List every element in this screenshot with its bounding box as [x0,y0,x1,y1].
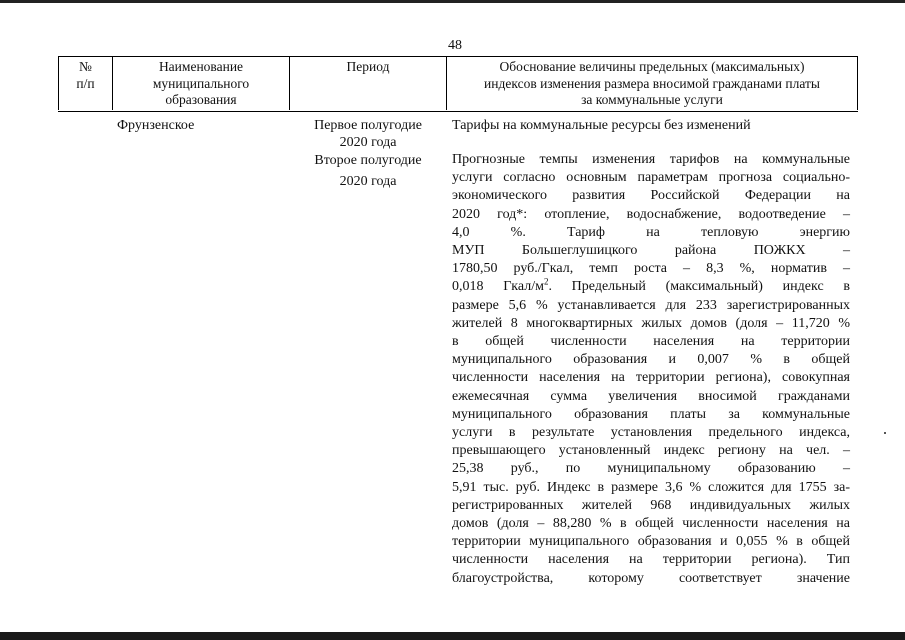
text-line: размере 5,6 % устанавливается для 233 зарегистрированных [452,297,850,313]
scan-bottom-edge [0,632,905,640]
text-line: услуги согласно основным параметрам прогноза социально- [452,170,850,186]
text-line: в общей численности населения на территории [452,334,850,350]
text-line: ежемесячная сумма увеличения вносимой гражданами [452,388,850,404]
justification-first-half: Тарифы на коммунальные ресурсы без изменений [452,118,751,133]
text-line: муниципального образования и 0,007 % в общей [452,352,850,368]
text-line: благоустройства, которому соответствует значение [452,570,850,586]
period-second-half: Второе полугодие 2020 года [314,153,422,189]
text-line: 4,0 %. Тариф на тепловую энергию [452,224,850,240]
header-justification: Обоснование величины предельных (максимальных) индексов изменения размера вносимой гражданами платы за коммунальные услуги [484,59,820,107]
text-line: территории муниципального образования и 0,055 % в общей [452,534,850,550]
text-line: экономического развития Российской Федерации на [452,188,850,204]
scan-speck [884,432,886,434]
table-border-right [857,56,858,110]
text-line: 25,38 руб., по муниципальному образованию – [452,461,850,477]
text-line: численности населения на территории региона). Тип [452,552,850,568]
text-line-with-superscript: 0,018 Гкал/$м^2$. Предельный (максимальный) индекс в [452,276,850,295]
text-line: услуги в результате установления предельного индекса, [452,425,850,441]
page-number: 48 [448,38,462,53]
text-line: домов (доля – 88,280 % в общей численности населения на [452,516,850,532]
text-line: муниципального образования платы за коммунальные [452,406,850,422]
header-num: № п/п [76,59,95,91]
justification-second-half [452,151,850,588]
text-line: МУП Большеглушицкого района ПОЖКХ – [452,243,850,259]
text-line: Прогнозные темпы изменения тарифов на коммунальные [452,152,850,167]
text-line: регистрированных жителей 968 индивидуальных жилых [452,497,850,513]
header-municipality: Наименование муниципального образования [152,59,250,107]
text-line: превышающего установленный индекс региону на чел. – [452,443,850,459]
text-line: 5,91 тыс. руб. Индекс в размере 3,6 % сложится для 1755 за- [452,479,850,495]
municipality-name: Фрунзенское [117,118,195,133]
text-line: жителей 8 многоквартирных жилых домов (доля – 11,720 % [452,315,850,331]
text-line: 1780,50 руб./Гкал, темп роста – 8,3 %, норматив – [452,261,850,277]
text-line: численности населения на территории региона), совокупная [452,370,850,386]
header-period: Период [346,59,390,74]
scan-top-edge [0,0,905,3]
period-first-half: Первое полугодие 2020 года [314,118,422,150]
text-line: 2020 год*: отопление, водоснабжение, водоотведение – [452,206,850,222]
